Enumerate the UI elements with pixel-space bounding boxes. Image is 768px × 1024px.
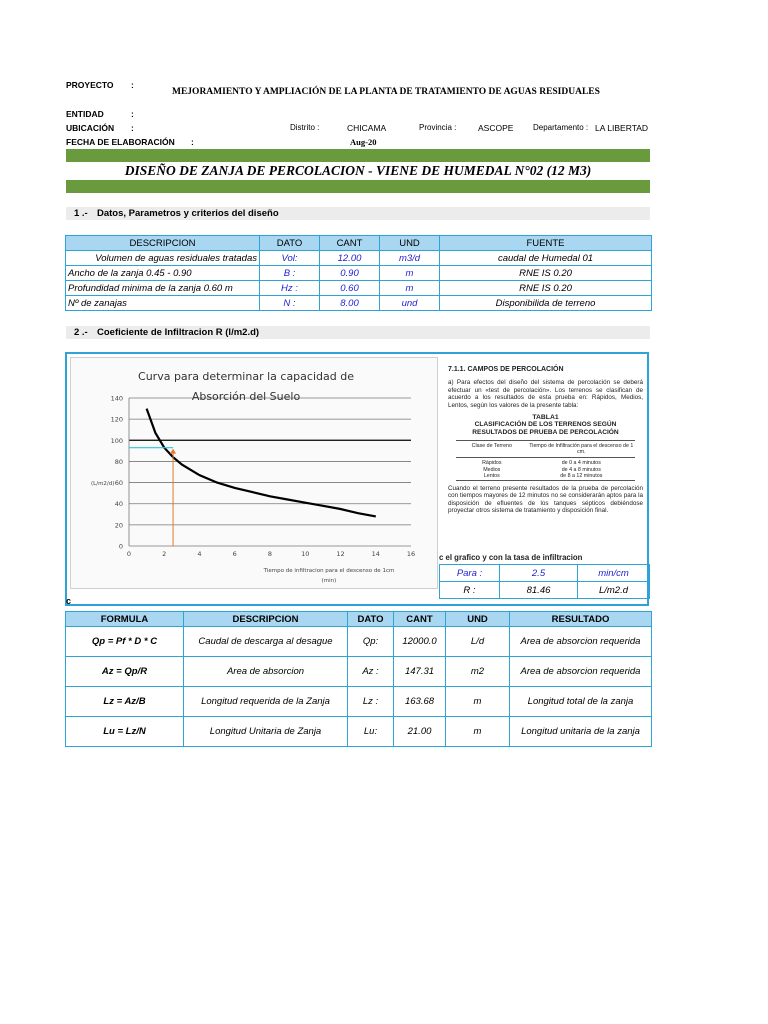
chart-y-tick-label: 140: [110, 394, 123, 403]
cell-descripcion: Caudal de descarga al desague: [184, 627, 348, 657]
distrito-label: Distrito :: [290, 123, 320, 132]
cell-descripcion: Nº de zanajas: [66, 296, 260, 311]
cell-und: m: [380, 266, 440, 281]
table-row: [66, 687, 652, 717]
proyecto-label: PROYECTO: [66, 80, 114, 90]
chart-ylabel: (L/m2/d): [91, 481, 115, 487]
chart-x-tick-label: 2: [162, 550, 167, 558]
cell-dato: Az :: [348, 657, 394, 687]
green-band-top: [66, 149, 650, 162]
section-2-number: 2 .-: [74, 327, 88, 338]
section-2-header: [66, 326, 650, 339]
tabla-title: TABLA1: [532, 414, 559, 422]
table-row: [66, 266, 652, 281]
distrito-value: CHICAMA: [347, 123, 387, 133]
chart-x-tick-label: 4: [197, 550, 202, 558]
departamento-value: LA LIBERTAD: [595, 123, 649, 133]
cell-und: und: [380, 296, 440, 311]
cell-resultado: Longitud unitaria de la zanja: [510, 717, 652, 747]
table-row: [66, 296, 652, 311]
r-row-r: [440, 582, 650, 599]
campos-percolacion: [448, 366, 643, 515]
cell-dato: Lu:: [348, 717, 394, 747]
chart-title-line1: Curva para determinar la capacidad de: [138, 370, 354, 383]
chart-y-tick-label: 120: [110, 415, 123, 424]
chart-y-tick-label: 40: [114, 500, 123, 509]
cell-dato: Hz :: [260, 281, 320, 296]
campos-para-b: Cuando el terreno presente resultados de la prueba de percolación con tiempos mayores de 12 minutos no se considerarán aptos para la disposición de efluentes de los tanques sépticos debiéndose proyectar otros sistema de tratamiento y disposición final.: [448, 484, 643, 515]
col-descripcion: DESCRIPCION: [66, 236, 260, 251]
tabla-cell: Rápidos: [482, 460, 502, 467]
infiltration-chart-image: [70, 357, 438, 589]
cell-und: m3/d: [380, 251, 440, 266]
cell-fuente: RNE IS 0.20: [440, 281, 652, 296]
chart-x-tick-label: 14: [371, 550, 380, 558]
col-und: UND: [380, 236, 440, 251]
tabla-cell: de 4 a 8 minutos: [561, 466, 601, 473]
cell-und: m: [446, 687, 510, 717]
cell-descripcion: Area de absorcion: [184, 657, 348, 687]
data-table: [65, 235, 652, 311]
cell-cant: 147.31: [394, 657, 446, 687]
overlap-prefix: c: [439, 553, 444, 562]
campos-heading: 7.1.1. CAMPOS DE PERCOLACIÓN: [448, 366, 564, 373]
r-unit: L/m2.d: [578, 582, 650, 599]
frame-c-mark: c: [66, 596, 72, 606]
cell-formula: Lu = Lz/N: [66, 717, 184, 747]
table-row: [66, 717, 652, 747]
entidad-colon: :: [131, 109, 134, 119]
cell-resultado: Area de absorcion requerida: [510, 627, 652, 657]
r-row-para: [440, 565, 650, 582]
cell-cant: 12000.0: [394, 627, 446, 657]
tabla-col2: Tiempo de Infiltración para el descenso de 1 cm.: [529, 443, 634, 456]
overlap-text: el grafico y con la tasa de infiltracion: [445, 553, 583, 562]
col-dato: DATO: [260, 236, 320, 251]
tabla-sub1: CLASIFICACIÓN DE LOS TERRENOS SEGÚN: [474, 421, 617, 429]
cell-cant: 21.00: [394, 717, 446, 747]
cell-cant: 0.60: [320, 281, 380, 296]
provincia-value: ASCOPE: [478, 123, 514, 133]
ubicacion-label: UBICACIÓN: [66, 123, 115, 133]
tabla-sub2: RESULTADOS DE PRUEBA DE PERCOLACIÓN: [472, 429, 619, 437]
col-cant: CANT: [320, 236, 380, 251]
tabla-cell: de 8 a 12 minutos: [560, 473, 603, 480]
chart-x-tick-label: 8: [267, 550, 273, 558]
cell-cant: 8.00: [320, 296, 380, 311]
marker-arrowhead: [170, 449, 176, 454]
proyecto-colon: :: [131, 80, 134, 90]
entidad-label: ENTIDAD: [66, 109, 104, 119]
fecha-colon: :: [191, 137, 194, 147]
cell-formula: Az = Qp/R: [66, 657, 184, 687]
chart-x-tick-label: 0: [126, 550, 132, 558]
tabla-cell: Medios: [483, 466, 501, 473]
cell-fuente: caudal de Humedal 01: [440, 251, 652, 266]
formula-table-header: [66, 612, 652, 627]
cell-und: m: [446, 717, 510, 747]
tabla-col1: Clase de Terreno: [471, 443, 512, 450]
cell-dato: B :: [260, 266, 320, 281]
r-para-unit: min/cm: [578, 565, 650, 582]
cell-resultado: Area de absorcion requerida: [510, 657, 652, 687]
cell-dato: Lz :: [348, 687, 394, 717]
section-1-header: [66, 207, 650, 220]
cell-dato: Qp:: [348, 627, 394, 657]
col-fuente: FUENTE: [440, 236, 652, 251]
tabla-cell: Lentos: [483, 473, 500, 480]
chart-title-line2: Absorción del Suelo: [191, 390, 301, 403]
chart-x-tick-label: 6: [232, 550, 237, 558]
cell-descripcion: Ancho de la zanja 0.45 - 0.90: [66, 266, 260, 281]
table-row: [66, 281, 652, 296]
table-row: [66, 657, 652, 687]
cell-descripcion: Profundidad minima de la zanja 0.60 m: [66, 281, 260, 296]
cell-resultado: Longitud total de la zanja: [510, 687, 652, 717]
fecha-label: FECHA DE ELABORACIÓN: [66, 137, 175, 147]
r-table: [439, 564, 650, 599]
departamento-label: Departamento :: [533, 123, 589, 132]
infiltration-chart: [71, 358, 437, 588]
cell-descripcion: Volumen de aguas residuales tratadas: [66, 251, 260, 266]
cell-cant: 12.00: [320, 251, 380, 266]
cell-formula: Lz = Az/B: [66, 687, 184, 717]
chart-xlabel: Tiempo de infiltracion para el descenso de 1cm: [263, 568, 395, 574]
ubicacion-colon: :: [131, 123, 134, 133]
chart-x-tick-label: 10: [301, 550, 310, 558]
chart-y-tick-label: 80: [114, 457, 123, 466]
cell-und: L/d: [446, 627, 510, 657]
r-para-label: Para :: [440, 565, 500, 582]
green-band-bottom: [66, 180, 650, 193]
infiltration-curve: [147, 409, 376, 517]
proyecto-value: MEJORAMIENTO Y AMPLIACIÓN DE LA PLANTA DE TRATAMIENTO DE AGUAS RESIDUALES: [172, 87, 600, 97]
data-table-header: [66, 236, 652, 251]
cell-dato: N :: [260, 296, 320, 311]
r-value: 81.46: [500, 582, 578, 599]
cell-descripcion: Longitud Unitaria de Zanja: [184, 717, 348, 747]
r-para-value: 2.5: [500, 565, 578, 582]
provincia-label: Provincia :: [419, 123, 457, 132]
chart-y-tick-label: 60: [114, 479, 123, 488]
col-resultado: RESULTADO: [510, 612, 652, 627]
cell-dato: Vol:: [260, 251, 320, 266]
col-descripcion: DESCRIPCION: [184, 612, 348, 627]
cell-fuente: Disponibilida de terreno: [440, 296, 652, 311]
tabla-row: [456, 473, 635, 481]
overlap-note: [439, 553, 582, 562]
cell-und: m2: [446, 657, 510, 687]
chart-y-tick-label: 0: [118, 542, 123, 551]
chart-xlabel-unit: (min): [321, 578, 337, 584]
page-title: DISEÑO DE ZANJA DE PERCOLACION - VIENE DE HUMEDAL N°02 (12 M3): [124, 163, 592, 178]
section-1-number: 1 .-: [74, 208, 88, 219]
table-row: [66, 251, 652, 266]
r-label: R :: [440, 582, 500, 599]
tabla-header: [456, 440, 635, 458]
col-formula: FORMULA: [66, 612, 184, 627]
cell-descripcion: Longitud requerida de la Zanja: [184, 687, 348, 717]
cell-cant: 0.90: [320, 266, 380, 281]
section-1-title: Datos, Parametros y criterios del diseño: [97, 208, 279, 219]
chart-y-tick-label: 20: [114, 521, 123, 530]
section-2-title: Coeficiente de Infiltracion R (l/m2.d): [97, 327, 260, 338]
fecha-value: Aug-20: [350, 137, 377, 147]
cell-cant: 163.68: [394, 687, 446, 717]
cell-formula: Qp = Pf * D * C: [66, 627, 184, 657]
cell-fuente: RNE IS 0.20: [440, 266, 652, 281]
tabla-body: [456, 460, 635, 481]
tabla-cell: de 0 a 4 minutos: [561, 460, 601, 467]
col-cant: CANT: [394, 612, 446, 627]
campos-para-a: a) Para efectos del diseño del sistema de percolación se deberá efectuar un «test de percolación». Los terrenos se clasifican de acuerdo a los resultados de esta prueba en: Rápidos, Medios, Lentos, según los valores de la presente tabla:: [448, 379, 643, 409]
col-dato: DATO: [348, 612, 394, 627]
chart-x-tick-label: 12: [336, 550, 345, 558]
formula-table: [65, 611, 652, 747]
chart-x-tick-label: 16: [406, 550, 416, 558]
cell-und: m: [380, 281, 440, 296]
col-und: UND: [446, 612, 510, 627]
table-row: [66, 627, 652, 657]
chart-y-tick-label: 100: [110, 436, 123, 445]
